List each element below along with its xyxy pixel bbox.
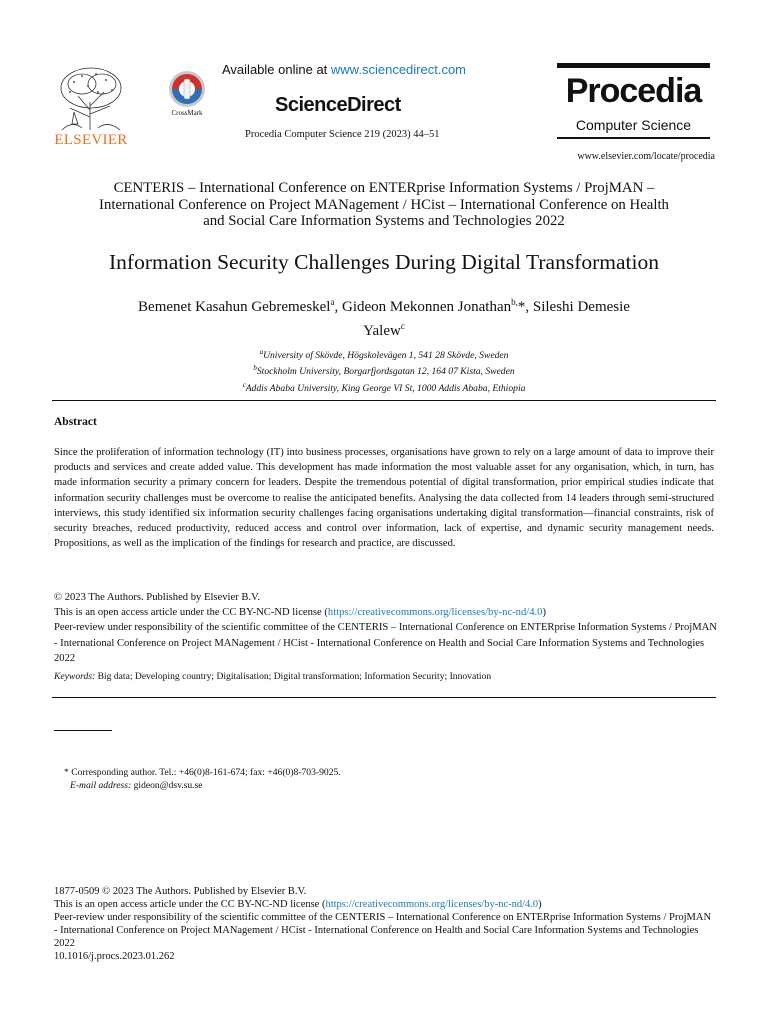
journal-url[interactable]: www.elsevier.com/locate/procedia	[577, 151, 715, 162]
affiliation-text: Stockholm University, Borgarfjordsgatan 12, 164 07 Kista, Sweden	[256, 366, 515, 378]
copyright-notice	[54, 590, 718, 666]
conference-name	[54, 180, 714, 230]
abstract-top-rule	[52, 400, 716, 401]
affiliation-marker: c	[242, 380, 246, 389]
license-line	[54, 605, 718, 620]
copyright-line: © 2023 The Authors. Published by Elsevier B.V.	[54, 592, 260, 603]
license-prefix: This is an open access article under the CC BY-NC-ND license (	[54, 607, 328, 619]
email-address[interactable]: gideon@dsv.su.se	[131, 780, 203, 791]
article-footer	[54, 885, 716, 963]
author-name: Gideon Mekonnen Jonathan	[341, 299, 512, 315]
conference-line-3: and Social Care Information Systems and Technologies 2022	[203, 213, 565, 229]
sciencedirect-wordmark: ScienceDirect	[275, 94, 401, 116]
license-link[interactable]: https://creativecommons.org/licenses/by-nc-nd/4.0	[327, 607, 543, 619]
peer-review-statement: Peer-review under responsibility of the scientific committee of the CENTERIS – International Conference on ENTERprise Information Systems / ProjMAN - International Conference on Project MANagement / HCist - International Conference on Health and Social Care Information Systems and Technologies 2022	[54, 622, 717, 664]
affiliation-item	[54, 362, 714, 378]
affiliations	[54, 346, 714, 395]
license-suffix: )	[542, 607, 546, 619]
author-separator: ,	[334, 299, 342, 315]
author-affiliation-marker: a	[330, 297, 335, 307]
crossmark-icon[interactable]	[168, 70, 206, 108]
author-list	[54, 293, 714, 341]
affiliation-text: Addis Ababa University, King George VI St, 1000 Addis Ababa, Ethiopia	[245, 383, 526, 395]
keywords	[54, 671, 714, 682]
abstract-bottom-rule	[52, 697, 716, 698]
footnote-rule	[54, 730, 112, 731]
keywords-label: Keywords:	[54, 671, 96, 682]
doi[interactable]: 10.1016/j.procs.2023.01.262	[54, 951, 175, 962]
conference-line-1: CENTERIS – International Conference on ENTERprise Information Systems / ProjMAN –	[113, 180, 655, 196]
footer-license-link[interactable]: https://creativecommons.org/licenses/by-nc-nd/4.0	[325, 899, 539, 910]
author-affiliation-marker: b,	[511, 297, 518, 307]
author-separator: ,	[525, 299, 533, 315]
email-footnote	[70, 780, 203, 791]
email-label: E-mail address:	[70, 780, 132, 791]
available-prefix: Available online at	[222, 62, 331, 77]
corresponding-author-footnote: * Corresponding author. Tel.: +46(0)8-161-674; fax: +46(0)8-703-9025.	[64, 767, 341, 778]
available-online-text	[222, 62, 466, 77]
procedia-top-rule	[557, 63, 710, 68]
affiliation-item	[54, 379, 714, 395]
author-affiliation-marker: c	[400, 321, 405, 331]
conference-line-2: International Conference on Project MANagement / HCist – International Conference on Health	[99, 196, 669, 213]
abstract-body: Since the proliferation of information technology (IT) into business processes, organisations have grown to rely on a large amount of data to improve their products and services and create added value. This development has made information the most valuable asset for any organisation, which, in turn, has made information security a primary concern for leaders. Despite the tremendous potential of digital transformation, prior empirical studies indicate that information security challenges must be overcome to realise the anticipated benefits. Analysing the data collected from 14 leaders through semi-structured interviews, this study identified six information security challenges facing organisations undertaking digital transformation—financial constraints, risk of security breaches, reduced productivity, reduced access and control over information, lack of expertise, and dynamic security management needs. Propositions, as well as the implication of the findings for research and practice, are discussed.	[54, 447, 714, 550]
footer-license-line	[54, 898, 716, 911]
abstract-heading: Abstract	[54, 416, 97, 428]
affiliation-marker: a	[259, 348, 264, 356]
keywords-list: Big data; Developing country; Digitalisation; Digital transformation; Information Security; Innovation	[95, 671, 492, 682]
author-name: Yalew	[363, 323, 401, 339]
footer-license-prefix: This is an open access article under the CC BY-NC-ND license (	[54, 899, 326, 910]
issn-line: 1877-0509 © 2023 The Authors. Published by Elsevier B.V.	[54, 886, 307, 897]
affiliation-marker: b	[253, 364, 257, 373]
procedia-wordmark: Procedia	[565, 72, 702, 110]
corresponding-author-marker: *	[517, 299, 526, 315]
elsevier-wordmark: ELSEVIER	[54, 132, 128, 148]
sciencedirect-link[interactable]: www.sciencedirect.com	[330, 62, 467, 77]
procedia-bottom-rule	[557, 137, 710, 139]
procedia-subtitle: Computer Science	[575, 117, 692, 133]
journal-reference: Procedia Computer Science 219 (2023) 44–51	[245, 129, 440, 140]
author-name: Bemenet Kasahun Gebremeskel	[138, 299, 331, 315]
affiliation-text: University of Skövde, Högskolevägen 1, 541 28 Skövde, Sweden	[263, 350, 509, 362]
footer-license-suffix: )	[538, 899, 542, 910]
footer-peer-review: Peer-review under responsibility of the scientific committee of the CENTERIS – International Conference on ENTERprise Information Systems / ProjMAN - International Conference on Project MANagement / HCist - International Conference on Health and Social Care Information Systems and Technologies 2022	[54, 912, 712, 949]
paper-title: Information Security Challenges During Digital Transformation	[109, 250, 659, 274]
author-name: Sileshi Demesie	[532, 299, 630, 315]
affiliation-item	[54, 346, 714, 362]
crossmark-label: CrossMark	[171, 109, 203, 117]
